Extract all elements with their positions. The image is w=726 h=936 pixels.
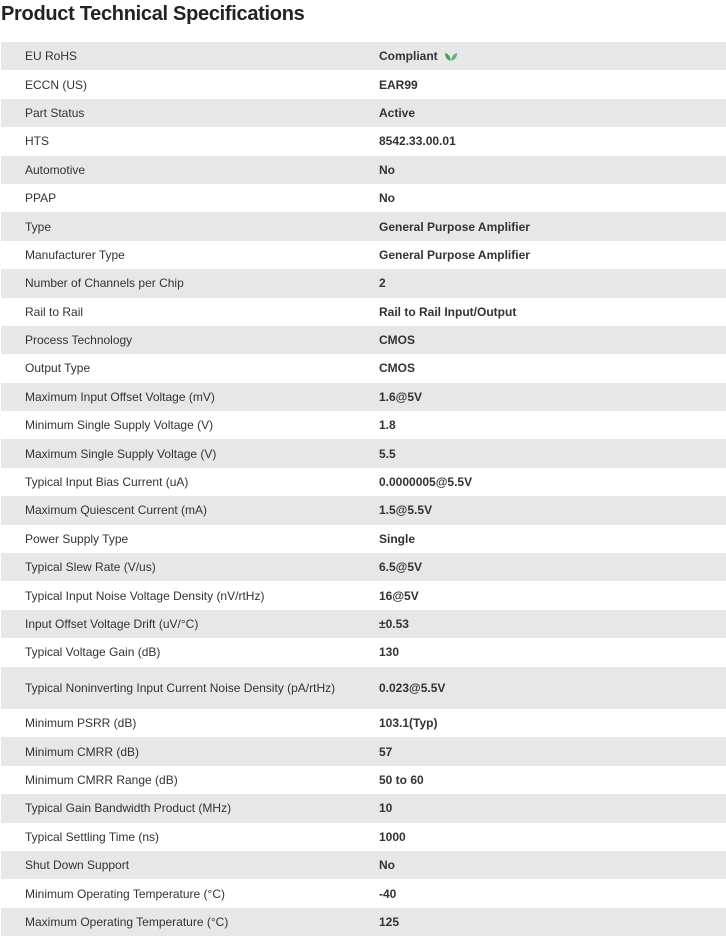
spec-row (1, 99, 726, 127)
spec-value-cell (369, 106, 415, 120)
spec-row (1, 326, 726, 354)
spec-row (1, 212, 726, 240)
spec-label: Power Supply Type (25, 531, 129, 546)
spec-value: Compliant (379, 49, 438, 64)
spec-value-cell (369, 418, 396, 432)
spec-label: Typical Noninverting Input Current Noise Density (pA/rtHz) (25, 680, 336, 695)
spec-label: Maximum Single Supply Voltage (V) (25, 446, 217, 461)
leaf-icon (444, 50, 458, 62)
spec-row (1, 496, 726, 524)
spec-value-cell (369, 447, 396, 461)
spec-row (1, 127, 726, 155)
spec-row (1, 468, 726, 496)
spec-value: 1.8 (379, 418, 396, 433)
spec-label: Input Offset Voltage Drift (uV/°C) (25, 617, 199, 631)
spec-value-cell (369, 681, 445, 695)
spec-label: Minimum Operating Temperature (°C) (25, 886, 225, 901)
spec-value-cell (369, 617, 409, 631)
spec-value-cell (369, 475, 472, 489)
spec-value-cell (369, 645, 399, 659)
spec-label: Maximum Operating Temperature (°C) (25, 915, 229, 930)
spec-value: Active (379, 105, 416, 120)
spec-value-cell (369, 532, 415, 546)
spec-label: PPAP (25, 191, 57, 206)
spec-value-cell (369, 248, 530, 262)
spec-value: -40 (379, 886, 397, 901)
spec-label: Typical Voltage Gain (dB) (25, 645, 161, 660)
spec-value-cell (369, 801, 392, 815)
spec-label: Number of Channels per Chip (25, 276, 184, 291)
spec-value: 2 (379, 276, 386, 291)
spec-value: 103.1(Typ) (379, 716, 438, 731)
spec-value: 1.6@5V (379, 389, 423, 404)
spec-value-cell (369, 220, 530, 234)
spec-row (1, 184, 726, 212)
spec-value: 5.5 (379, 446, 396, 461)
spec-value: No (379, 858, 395, 873)
spec-label: Minimum CMRR Range (dB) (25, 773, 178, 788)
spec-label: Minimum Single Supply Voltage (V) (25, 418, 214, 433)
spec-label: Typical Gain Bandwidth Product (MHz) (25, 801, 232, 816)
spec-row (1, 638, 726, 666)
spec-label: ECCN (US) (25, 77, 87, 92)
spec-label: Minimum CMRR (dB) (25, 744, 139, 759)
spec-row (1, 70, 726, 98)
spec-value-cell (369, 276, 386, 290)
spec-label: Process Technology (25, 333, 133, 348)
spec-label: Output Type (25, 361, 91, 376)
spec-value-cell (369, 589, 419, 603)
spec-value-cell (369, 830, 406, 844)
spec-value: EAR99 (379, 77, 418, 92)
spec-row (1, 766, 726, 794)
spec-value: 50 to 60 (379, 773, 424, 788)
spec-value: CMOS (379, 361, 415, 376)
spec-value-cell (369, 915, 399, 929)
spec-value-cell (369, 191, 395, 205)
spec-value: 1.5@5.5V (379, 503, 433, 518)
spec-row (1, 269, 726, 297)
spec-label: Maximum Quiescent Current (mA) (25, 503, 208, 518)
spec-value-cell (369, 333, 415, 347)
spec-value: 16@5V (379, 588, 419, 603)
spec-row (1, 439, 726, 467)
spec-row (1, 411, 726, 439)
spec-value: No (379, 191, 395, 206)
spec-row (1, 241, 726, 269)
spec-value-cell (369, 560, 422, 574)
spec-value: 8542.33.00.01 (379, 134, 456, 149)
spec-value: CMOS (379, 333, 415, 348)
spec-row (1, 354, 726, 382)
spec-value: Single (379, 531, 416, 546)
spec-row (1, 525, 726, 553)
page-title: Product Technical Specifications (1, 3, 305, 25)
spec-label: Part Status (25, 105, 85, 120)
spec-value: ±0.53 (379, 617, 409, 631)
spec-value-cell (369, 305, 516, 319)
spec-label: HTS (25, 134, 49, 149)
spec-row (1, 553, 726, 581)
spec-label: Typical Slew Rate (V/us) (25, 560, 156, 575)
spec-value-cell (369, 49, 458, 63)
spec-label: Shut Down Support (25, 858, 130, 873)
spec-value: 6.5@5V (379, 560, 423, 575)
spec-value: 0.023@5.5V (379, 680, 446, 695)
spec-row (1, 298, 726, 326)
spec-value-cell (369, 390, 422, 404)
spec-label: Rail to Rail (25, 304, 84, 319)
spec-value-cell (369, 134, 456, 148)
spec-value: No (379, 162, 395, 177)
spec-label: Automotive (25, 162, 86, 177)
spec-label: Type (25, 219, 52, 234)
spec-row (1, 737, 726, 765)
spec-label: Typical Settling Time (ns) (25, 829, 160, 844)
spec-value: 1000 (379, 829, 406, 844)
spec-value: Rail to Rail Input/Output (379, 304, 517, 319)
spec-value-cell (369, 773, 424, 787)
spec-row (1, 823, 726, 851)
spec-value-cell (369, 858, 395, 872)
spec-value: 10 (379, 801, 393, 816)
spec-row (1, 879, 726, 907)
spec-row (1, 610, 726, 638)
spec-value-cell (369, 745, 392, 759)
spec-value-cell (369, 78, 418, 92)
spec-row (1, 794, 726, 822)
spec-value-cell (369, 163, 395, 177)
spec-value-cell (369, 887, 396, 901)
spec-row (1, 851, 726, 879)
spec-value: 130 (379, 645, 400, 660)
spec-row (1, 908, 726, 936)
spec-label: Typical Input Noise Voltage Density (nV/rtHz) (25, 588, 265, 603)
spec-label: EU RoHS (25, 49, 78, 64)
spec-row (1, 581, 726, 609)
spec-label: Typical Input Bias Current (uA) (25, 475, 189, 490)
spec-table (1, 42, 726, 936)
spec-label: Manufacturer Type (25, 247, 125, 262)
spec-row (1, 156, 726, 184)
spec-value-cell (369, 503, 432, 517)
spec-value-cell (369, 716, 437, 730)
spec-value: 125 (379, 915, 400, 930)
spec-row (1, 667, 726, 710)
spec-value-cell (369, 361, 415, 375)
spec-row (1, 42, 726, 70)
spec-value: 57 (379, 744, 393, 759)
spec-label: Maximum Input Offset Voltage (mV) (25, 389, 215, 404)
spec-value: General Purpose Amplifier (379, 219, 530, 234)
spec-row (1, 383, 726, 411)
spec-label: Minimum PSRR (dB) (25, 716, 137, 731)
spec-row (1, 709, 726, 737)
spec-value: 0.0000005@5.5V (379, 475, 473, 490)
spec-value: General Purpose Amplifier (379, 247, 530, 262)
